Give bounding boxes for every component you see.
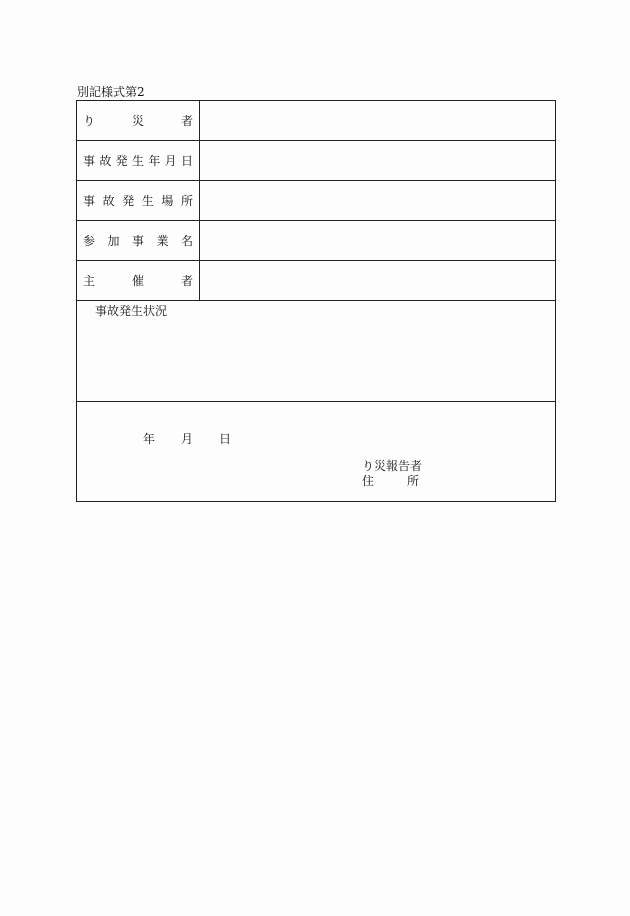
signature-area [77,402,555,501]
row-accident-date [77,141,555,181]
value-organizer-field[interactable] [200,261,555,300]
label-char: 住 [362,474,375,488]
label-char: 場 [161,194,174,208]
report-form-table [76,100,556,502]
label-char: 災 [131,114,144,128]
row-accident-place [77,181,555,221]
label-event-name [77,221,200,260]
label-organizer [77,261,200,300]
value-accident-place-field[interactable] [200,181,555,220]
reporter-block [362,459,422,489]
label-char: 催 [131,274,144,288]
date-year-label: 年 [143,432,156,446]
value-event-name-field[interactable] [200,221,555,260]
label-char: 参 [83,234,96,248]
label-char: 業 [156,234,169,248]
label-char: 主 [83,274,96,288]
label-victim [77,101,200,140]
label-char: 年 [148,154,161,168]
form-title: 別記様式第2 [77,85,145,99]
label-char: 者 [180,274,193,288]
reporter-label: り災報告者 [362,459,423,473]
reporter-address-label [362,474,419,489]
row-victim [77,101,555,141]
label-char: 生 [141,194,154,208]
label-accident-date [77,141,200,180]
label-char: 所 [180,194,193,208]
label-char: 所 [406,474,419,488]
report-date-line [143,430,231,447]
label-char: 月 [164,154,177,168]
label-accident-place [77,181,200,220]
label-char: 事 [83,154,96,168]
row-organizer [77,261,555,301]
label-char: 事 [131,234,144,248]
label-char: 者 [180,114,193,128]
date-day-label: 日 [219,432,232,446]
label-char: 生 [131,154,144,168]
label-char: 故 [99,154,112,168]
label-char: 発 [122,194,135,208]
accident-situation-section[interactable] [77,300,555,402]
value-accident-date-field[interactable] [200,141,555,180]
accident-situation-label: 事故発生状況 [95,304,168,318]
value-victim-field[interactable] [200,101,555,140]
label-char: 日 [180,154,193,168]
label-char: 加 [107,234,120,248]
row-event-name [77,221,555,261]
label-char: 名 [180,234,193,248]
label-char: り [83,114,96,128]
label-char: 事 [83,194,96,208]
label-char: 故 [102,194,115,208]
date-month-label: 月 [181,432,194,446]
label-char: 発 [115,154,128,168]
